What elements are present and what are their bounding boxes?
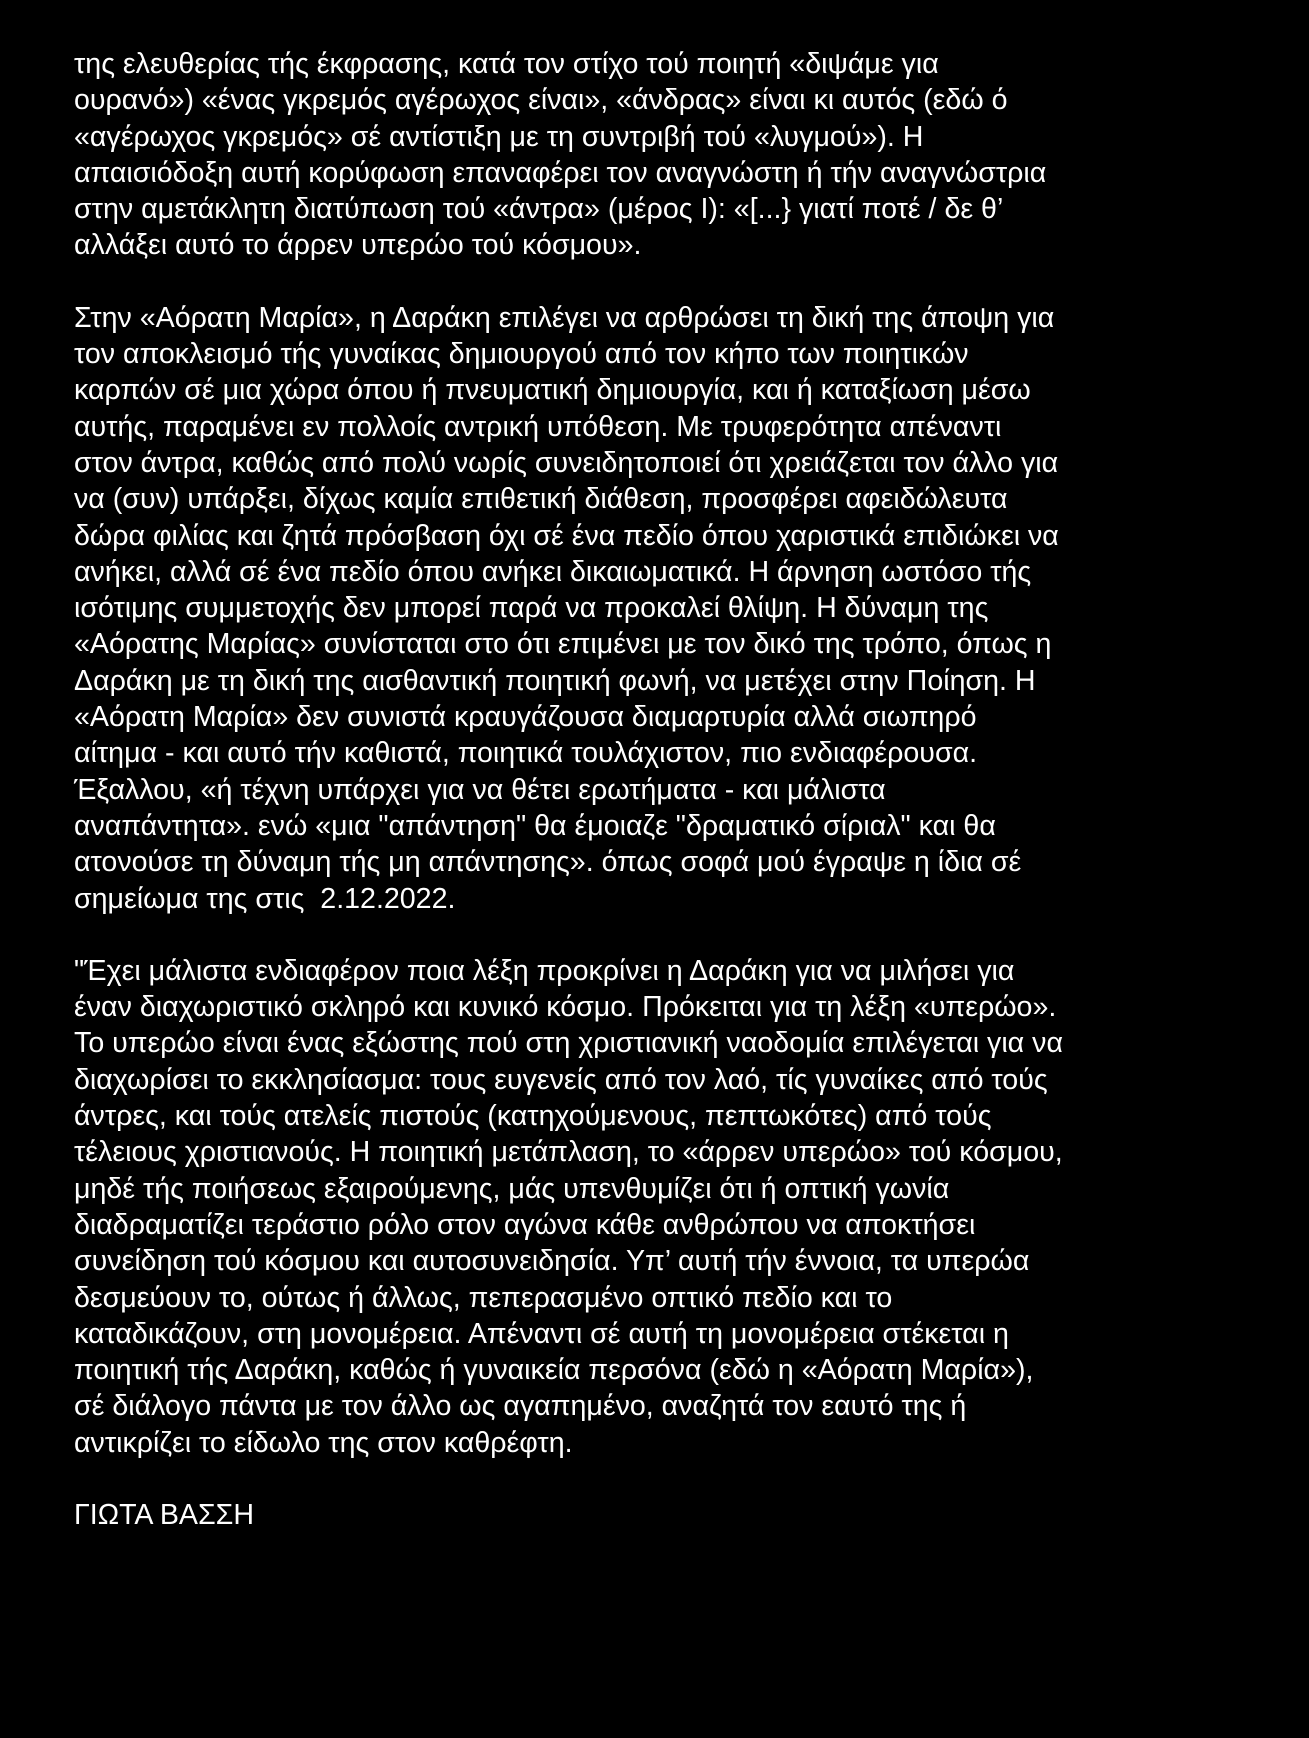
text-line: ποιητική τής Δαράκη, καθώς ή γυναικεία περσόνα (εδώ η «Αόρατη Μαρία»),: [74, 1354, 1034, 1387]
text-line: στην αμετάκλητη διατύπωση τού «άντρα» (μέρος Ι): «[...} γιατί ποτέ / δε θ’: [74, 193, 1004, 226]
paragraph-spacer: [74, 1461, 1254, 1497]
text-line: ισότιμης συμμετοχής δεν μπορεί παρά να προκαλεί θλίψη. Η δύναμη της: [74, 592, 989, 625]
text-line: αντικρίζει το είδωλο της στον καθρέφτη.: [74, 1426, 573, 1459]
text-line: «Αόρατη Μαρία» δεν συνιστά κραυγάζουσα διαμαρτυρία αλλά σιωπηρό: [74, 701, 977, 734]
author-name: ΓΙΩΤΑ ΒΑΣΣΗ: [74, 1498, 254, 1531]
text-line: τον αποκλεισμό τής γυναίκας δημιουργού από τον κήπο των ποιητικών: [74, 338, 969, 371]
paragraph-1: [74, 46, 1254, 264]
text-line: δώρα φιλίας και ζητά πρόσβαση όχι σέ ένα πεδίο όπου χαριστικά επιδιώκει να: [74, 519, 1059, 552]
text-line: συνείδηση τού κόσμου και αυτοσυνειδησία. Υπ’ αυτή τήν έννοια, τα υπερώα: [74, 1245, 1030, 1278]
text-line: Στην «Αόρατη Μαρία», η Δαράκη επιλέγει να αρθρώσει τη δική της άποψη για: [74, 301, 1055, 334]
author-signature: [74, 1497, 1254, 1533]
paragraph-spacer: [74, 917, 1254, 953]
text-line: «αγέρωχος γκρεμός» σέ αντίστιξη με τη συντριβή τού «λυγμού»). Η: [74, 120, 924, 153]
paragraph-3: [74, 953, 1254, 1461]
text-line: τέλειους χριστιανούς. Η ποιητική μετάπλαση, το «άρρεν υπερώο» τού κόσμου,: [74, 1136, 1063, 1169]
text-line: ανήκει, αλλά σέ ένα πεδίο όπου ανήκει δικαιωματικά. Η άρνηση ωστόσο τής: [74, 555, 1032, 588]
text-line: Έξαλλου, «ή τέχνη υπάρχει για να θέτει ερωτήματα - και μάλιστα: [74, 773, 886, 806]
text-line: αίτημα - και αυτό τήν καθιστά, ποιητικά τουλάχιστον, πιο ενδιαφέρουσα.: [74, 737, 978, 770]
text-line: διαχωρίσει το εκκλησίασμα: τους ευγενείς από τον λαό, τίς γυναίκες από τούς: [74, 1063, 1048, 1096]
text-line: καταδικάζουν, στη μονομέρεια. Απέναντι σέ αυτή τη μονομέρεια στέκεται η: [74, 1317, 1009, 1350]
text-line: "Έχει μάλιστα ενδιαφέρον ποια λέξη προκρίνει η Δαράκη για να μιλήσει για: [74, 954, 1015, 987]
text-line: αναπάντητα». ενώ «μια "απάντηση" θα έμοιαζε "δραματικό σίριαλ" και θα: [74, 809, 996, 842]
paragraph-spacer: [74, 264, 1254, 300]
text-line: έναν διαχωριστικό σκληρό και κυνικό κόσμο. Πρόκειται για τη λέξη «υπερώο».: [74, 991, 1057, 1024]
text-line: καρπών σέ μια χώρα όπου ή πνευματική δημιουργία, και ή καταξίωση μέσω: [74, 374, 1031, 407]
text-line: σέ διάλογο πάντα με τον άλλο ως αγαπημένο, αναζητά τον εαυτό της ή: [74, 1390, 967, 1423]
text-line: διαδραματίζει τεράστιο ρόλο στον αγώνα κάθε ανθρώπου να αποκτήσει: [74, 1208, 976, 1241]
text-line: της ελευθερίας τής έκφρασης, κατά τον στίχο τού ποιητή «διψάμε για: [74, 48, 939, 80]
text-line: Το υπερώο είναι ένας εξώστης πού στη χριστιανική ναοδομία επιλέγεται για να: [74, 1027, 1063, 1060]
text-line: άντρες, και τούς ατελείς πιστούς (κατηχούμενους, πεπτωκότες) από τούς: [74, 1100, 992, 1133]
text-line: ουρανό») «ένας γκρεμός αγέρωχος είναι», «άνδρας» είναι κι αυτός (εδώ ό: [74, 84, 1008, 117]
text-line: αυτής, παραμένει εν πολλοίς αντρική υπόθεση. Με τρυφερότητα απέναντι: [74, 410, 1002, 443]
text-line: ατονούσε τη δύναμη τής μη απάντησης». όπως σοφά μού έγραψε η ίδια σέ: [74, 846, 1022, 879]
text-line: απαισιόδοξη αυτή κορύφωση επαναφέρει τον αναγνώστη ή τήν αναγνώστρια: [74, 156, 1047, 189]
text-line: αλλάξει αυτό το άρρεν υπερώο τού κόσμου».: [74, 229, 642, 262]
text-line: να (συν) υπάρξει, δίχως καμία επιθετική διάθεση, προσφέρει αφειδώλευτα: [74, 483, 1008, 516]
text-line: μηδέ τής ποιήσεως εξαιρούμενης, μάς υπενθυμίζει ότι ή οπτική γωνία: [74, 1172, 950, 1205]
text-line: Δαράκη με τη δική της αισθαντική ποιητική φωνή, να μετέχει στην Ποίηση. Η: [74, 664, 1036, 697]
text-line: δεσμεύουν το, ούτως ή άλλως, πεπερασμένο οπτικό πεδίο και το: [74, 1281, 893, 1314]
text-line: σημείωμα της στις 2.12.2022.: [74, 882, 456, 915]
text-line: στον άντρα, καθώς από πολύ νωρίς συνειδητοποιεί ότι χρειάζεται τον άλλο για: [74, 446, 1059, 479]
article-body: [74, 46, 1254, 1533]
text-line: «Αόρατης Μαρίας» συνίσταται στο ότι επιμένει με τον δικό της τρόπο, όπως η: [74, 628, 1052, 661]
paragraph-2: [74, 300, 1254, 917]
